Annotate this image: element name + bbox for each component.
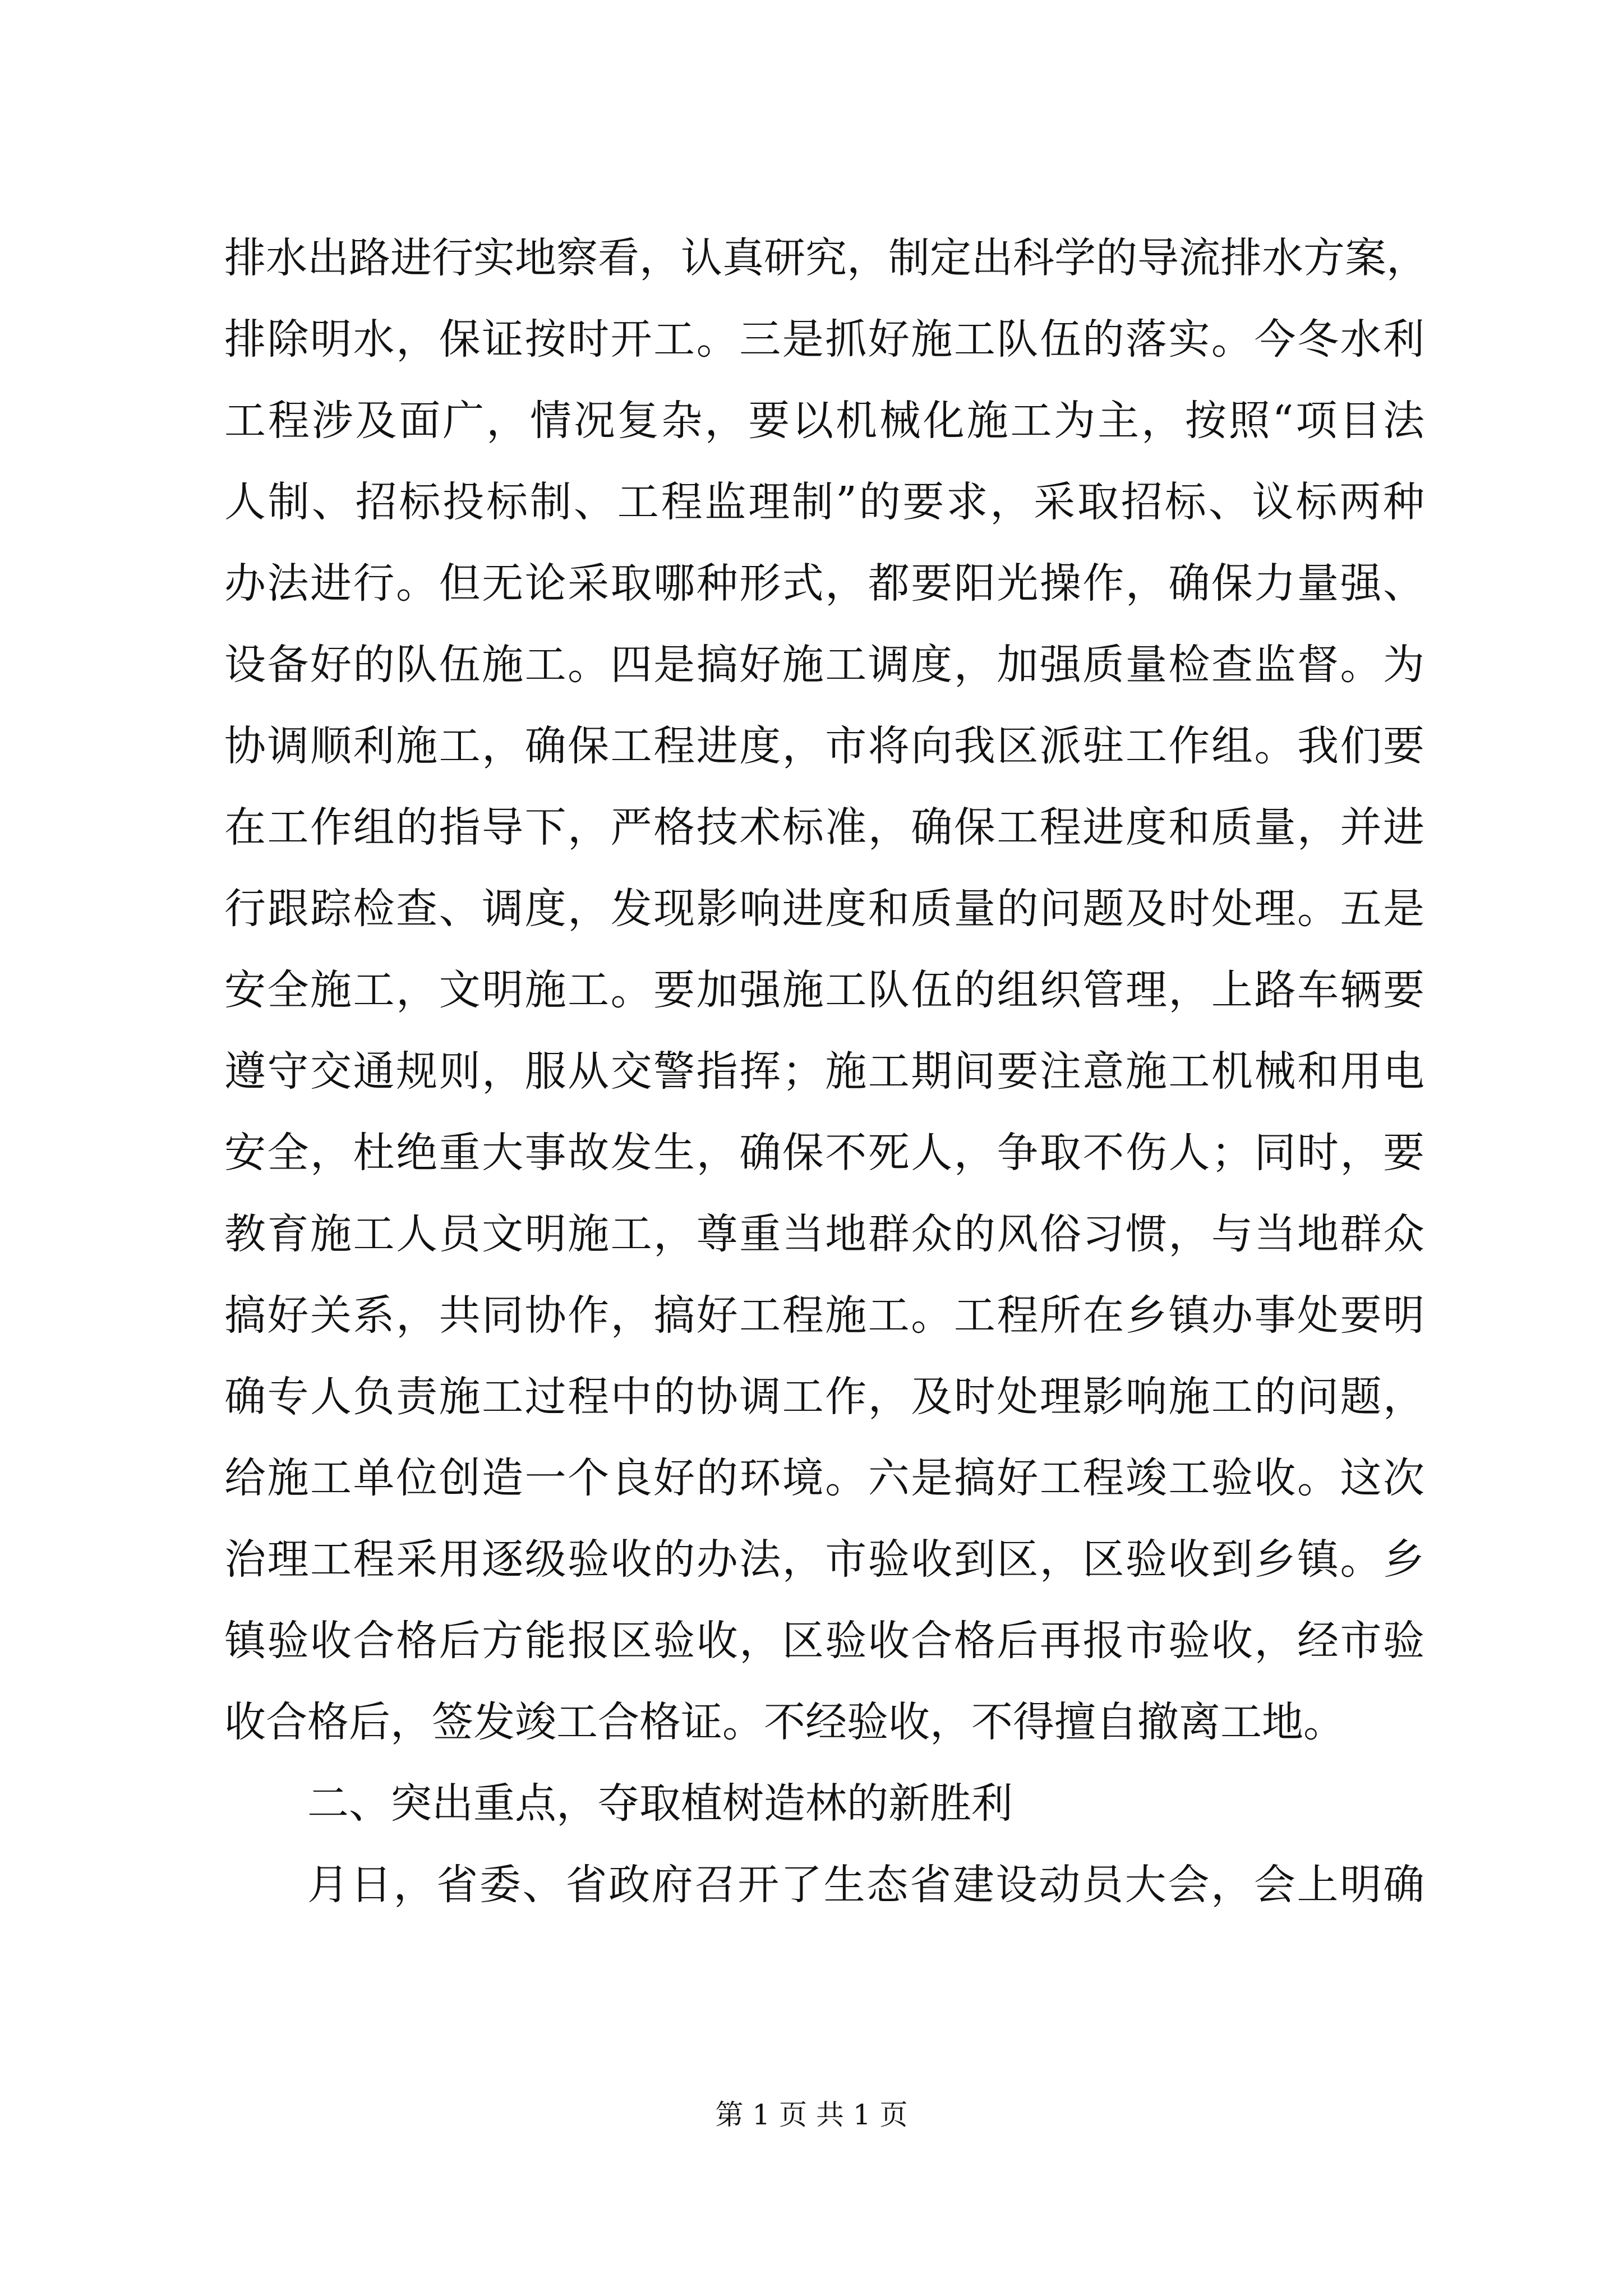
text-line: 遵守交通规则，服从交警指挥；施工期间要注意施工机械和用电 [224, 1047, 1424, 1096]
paragraph-start-line: 月日，省委、省政府召开了生态省建设动员大会，会上明确 [307, 1861, 1424, 1909]
text-line: 在工作组的指导下，严格技术标准，确保工程进度和质量，并进 [224, 803, 1424, 852]
text-line: 确专人负责施工过程中的协调工作，及时处理影响施工的问题， [224, 1373, 1424, 1421]
document-body [224, 218, 1428, 1926]
text-line: 安全，杜绝重大事故发生，确保不死人，争取不伤人；同时，要 [224, 1129, 1424, 1177]
text-line: 设备好的队伍施工。四是搞好施工调度，加强质量检查监督。为 [224, 641, 1424, 689]
text-line: 安全施工，文明施工。要加强施工队伍的组织管理，上路车辆要 [224, 966, 1424, 1014]
text-line: 治理工程采用逐级验收的办法，市验收到区，区验收到乡镇。乡 [224, 1535, 1424, 1584]
text-line: 协调顺利施工，确保工程进度，市将向我区派驻工作组。我们要 [224, 722, 1424, 770]
text-line: 行跟踪检查、调度，发现影响进度和质量的问题及时处理。五是 [224, 885, 1424, 933]
text-line: 收合格后，签发竣工合格证。不经验收，不得擅自撤离工地。 [224, 1698, 1345, 1746]
text-line: 搞好关系，共同协作，搞好工程施工。工程所在乡镇办事处要明 [224, 1291, 1424, 1340]
text-line: 给施工单位创造一个良好的环境。六是搞好工程竣工验收。这次 [224, 1454, 1424, 1502]
text-line: 人制、招标投标制、工程监理制”的要求，采取招标、议标两种 [224, 478, 1424, 526]
page-footer: 第 1 页 共 1 页 [715, 2099, 908, 2131]
text-line: 工程涉及面广，情况复杂，要以机械化施工为主，按照“项目法 [224, 397, 1424, 445]
text-line: 办法进行。但无论采取哪种形式，都要阳光操作，确保力量强、 [224, 559, 1424, 608]
section-heading: 二、突出重点，夺取植树造林的新胜利 [307, 1779, 1013, 1828]
text-line: 排除明水，保证按时开工。三是抓好施工队伍的落实。今冬水利 [224, 315, 1424, 364]
text-line: 镇验收合格后方能报区验收，区验收合格后再报市验收，经市验 [224, 1617, 1424, 1665]
text-line: 教育施工人员文明施工，尊重当地群众的风俗习惯，与当地群众 [224, 1210, 1424, 1258]
text-line: 排水出路进行实地察看，认真研究，制定出科学的导流排水方案， [224, 234, 1428, 282]
